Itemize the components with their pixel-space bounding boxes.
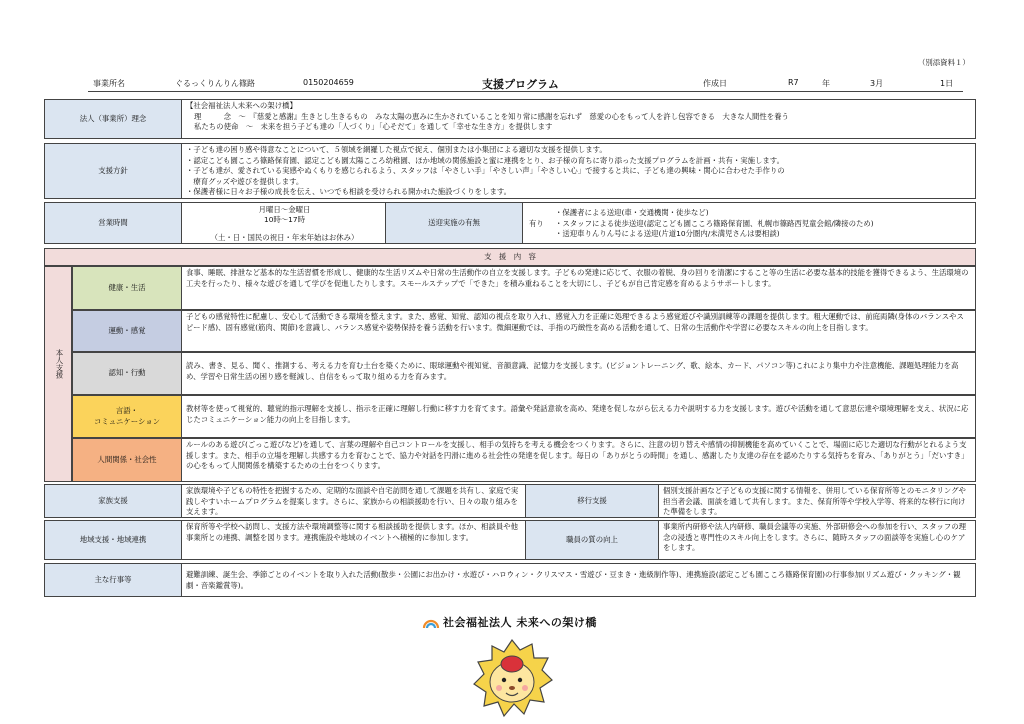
- hours-days: 月曜日～金曜日: [258, 205, 311, 214]
- philosophy-label: 法人（事業所）理念: [44, 99, 182, 139]
- cognition-behavior-text: 読み、書き、見る、聞く、推測する、考える力を育む土台を築くために、眼球運動や視知覚、音韻意識、記憶力を支援します。(ビジョントレーニング、歌、絵本、カード、パソコン等)これにより集中力や注意機能、課題処理能力を高め、学習や日常生活の困り感を軽減し、自信をもって取り組める力を育みます。: [181, 352, 976, 395]
- transport-cell: [522, 202, 976, 244]
- philosophy-text: [181, 99, 976, 139]
- transport-label: 送迎実施の有無: [385, 202, 523, 244]
- header-underline: [88, 91, 963, 92]
- transport-lines: [555, 208, 874, 240]
- philosophy-line: 【社会福祉法人未来への架け橋】: [186, 101, 297, 110]
- hours-label: 営業時間: [44, 202, 182, 244]
- hours-time: 10時～17時: [264, 215, 305, 224]
- language-communication-text: 教材等を使って視覚的、聴覚的指示理解を支援し、指示を正確に理解し行動に移す力を育てます。語彙や発話意欲を高め、発達を促しながら伝える力や説明する力を支援します。遊びや活動を通して意思伝達や環境理解を支え、状況に応じたコミュニケーション能力の向上を目指します。: [181, 395, 976, 438]
- transport-line: ・保護者による送迎(車・交通機関・徒歩など): [555, 208, 709, 217]
- motor-sensory-text: 子どもの感覚特性に配慮し、安心して活動できる環境を整えます。また、感覚、知覚、認知の視点を取り入れ、感覚入力を正確に処理できるよう感覚遊びや識別訓練等の課題を提供します。粗大運動では、前庭両隣(身体のバランスやスピード感)、固有感覚(筋肉、関節)を意識し、バランス感覚や姿勢保持を養う活動を行います。微細運動では、手指の巧緻性を高める活動を通して、日常の生活動作や学習に必要なスキルの向上を目指します。: [181, 310, 976, 352]
- category-relationships-social: 人間関係・社会性: [72, 438, 182, 482]
- category-cognition-behavior: 認知・行動: [72, 352, 182, 395]
- transition-support-label: 移行支援: [525, 484, 659, 518]
- policy-line: ・認定こども園こころ篠路保育園、認定こども園太陽こころ幼稚園、ほか地域の関係施設と蜜に連携をとり、お子様の育ちに寄り添った支援プログラムを計画・共有・実施します。: [186, 155, 784, 165]
- health-life-text: 食事、睡眠、排泄など基本的な生活習慣を形成し、健康的な生活リズムや日常の生活動作の自立を支援します。子どもの発達に応じて、衣服の着脱、身の回りを清潔にすること等の生活に必要な基本的技能を獲得できるよう、生活環境の工夫を行ったり、様々な遊びを通して学びを促進したりします。スモールステップで「できた」を積み重ねることを大切にし、子どもが自己肯定感を育めるようサポートします。: [181, 266, 976, 310]
- rainbow-logo-icon: [422, 614, 440, 628]
- policy-line: ・子ども達の困り感や得意なことについて、５領域を網羅した視点で捉え、個別または小集団による適切な支援を提供します。: [186, 145, 607, 154]
- support-content-header: 支 援 内 容: [44, 248, 976, 266]
- personal-support-text: 本人支援: [55, 349, 64, 379]
- created-label: 作成日: [703, 79, 727, 88]
- hours-holidays: （土・日・国民の祝日・年末年始はお休み）: [210, 233, 359, 242]
- events-label: 主な行事等: [44, 563, 182, 597]
- policy-label: 支援方針: [44, 143, 182, 199]
- staff-quality-text: 事業所内研修や法人内研修、職員会議等の実施、外部研修会への参加を行い、スタッフの理念の浸透と専門性のスキル向上をします。さらに、随時スタッフの面談等を実施し心のケアをします。: [658, 520, 976, 560]
- category-health-life: 健康・生活: [72, 266, 182, 310]
- mascot-lion-icon: [470, 636, 554, 720]
- philosophy-line: 理 念 ～ 『慈愛と感謝』生きとし生きるもの みな太陽の恵みに生かされていることを知り常に感謝を忘れず 慈愛の心をもって人を許し包容できる 大きな人間性を養う: [194, 111, 789, 121]
- transport-value: 有り: [529, 219, 544, 228]
- office-label: 事業所名: [93, 79, 125, 88]
- attachment-label: （別添資料１）: [918, 58, 970, 67]
- office-number: 0150204659: [303, 78, 354, 87]
- day: 1日: [940, 79, 954, 88]
- category-motor-sensory: 運動・感覚: [72, 310, 182, 352]
- year-unit: 年: [822, 79, 830, 88]
- family-support-text: 家族環境や子どもの特性を把握するため、定期的な面談や自宅訪問を通して課題を共有し、家庭で実践しやすいホームプログラムを提案します。さらに、家族からの相談援助を行い、日々の取り組みを支えます。: [181, 484, 526, 518]
- personal-support-label: [44, 266, 72, 482]
- office-name: ぐるっくりんりん篠路: [175, 79, 255, 88]
- policy-text: [181, 143, 976, 199]
- events-text: 避難訓練、誕生会、季節ごとのイベントを取り入れた活動(散歩・公園にお出かけ・水遊び・ハロウィン・クリスマス・雪遊び・豆まき・進級制作等)、連携施設(認定こども園こころ篠路保育園)の行事参加(リズム遊び・クッキング・観劇・音楽鑑賞等)。: [181, 563, 976, 597]
- relationships-social-text: ルールのある遊び(ごっこ遊びなど)を通して、言葉の理解や自己コントロールを支援し、相手の気持ちを考える機会をつくります。さらに、注意の切り替えや感情の抑制機能を高めていくことで、場面に応じた適切な行動がとれるよう支援します。また、相手の立場を理解し共感する力を育むことで、協力や対話を円滑に進める社会性の発達を促します。毎日の「ありがとうの時間」を通し、感謝したり友達の存在を認めたりする気持ちを育み、「ありがとう」「だいすき」の心をもって人間関係を構築するための土台をつくります。: [181, 438, 976, 482]
- community-support-label: 地域支援・地域連携: [44, 520, 182, 560]
- page-title: 支援プログラム: [482, 78, 559, 91]
- staff-quality-label: 職員の質の向上: [525, 520, 659, 560]
- family-support-label: 家族支援: [44, 484, 182, 518]
- transition-support-text: 個別支援計画など子どもの支援に関する情報を、併用している保育所等とのモニタリングや担当者会議、面談を通して共有します。また、保育所等や学校入学等、将来的な移行に向けた準備をします。: [658, 484, 976, 518]
- policy-line: ・保護者様に日々お子様の成長を伝え、いつでも相談を受けられる開かれた施設づくりをします。: [186, 187, 512, 196]
- policy-line: ・子ども達が、愛されている実感やぬくもりを感じられるよう、スタッフは「やさしい手」「やさしい声」「やさしい心」で接すると共に、子ども達の興味・関心に合わせた手作りの: [186, 166, 785, 175]
- policy-line: 療育グッズや遊びを提供します。: [186, 176, 304, 186]
- category-language-communication: 言語・ コミュニケーション: [72, 395, 182, 438]
- transport-line: ・スタッフによる徒歩送迎(認定こども園こころ篠路保育園、札幌市篠路西児童会館/隣接のため): [555, 218, 874, 228]
- transport-line: ・送迎車りんりん号による送迎(片道10分圏内/未満児さんは要相談): [555, 229, 780, 238]
- era-year: R7: [788, 78, 799, 87]
- month: 3月: [870, 79, 884, 88]
- community-support-text: 保育所等や学校へ訪問し、支援方法や環境調整等に関する相談援助を提供します。ほか、相談員や他事業所との連携、調整を図ります。連携施設や地域のイベントへ積極的に参加します。: [181, 520, 526, 560]
- philosophy-line: 私たちの使命 ～ 未来を担う子ども達の「人づくり」「心そだて」を通して「幸せな生き方」を提供します: [194, 122, 553, 131]
- footer-logo-text: 社会福祉法人 未来への架け橋: [443, 616, 597, 629]
- hours-cell: [181, 202, 386, 244]
